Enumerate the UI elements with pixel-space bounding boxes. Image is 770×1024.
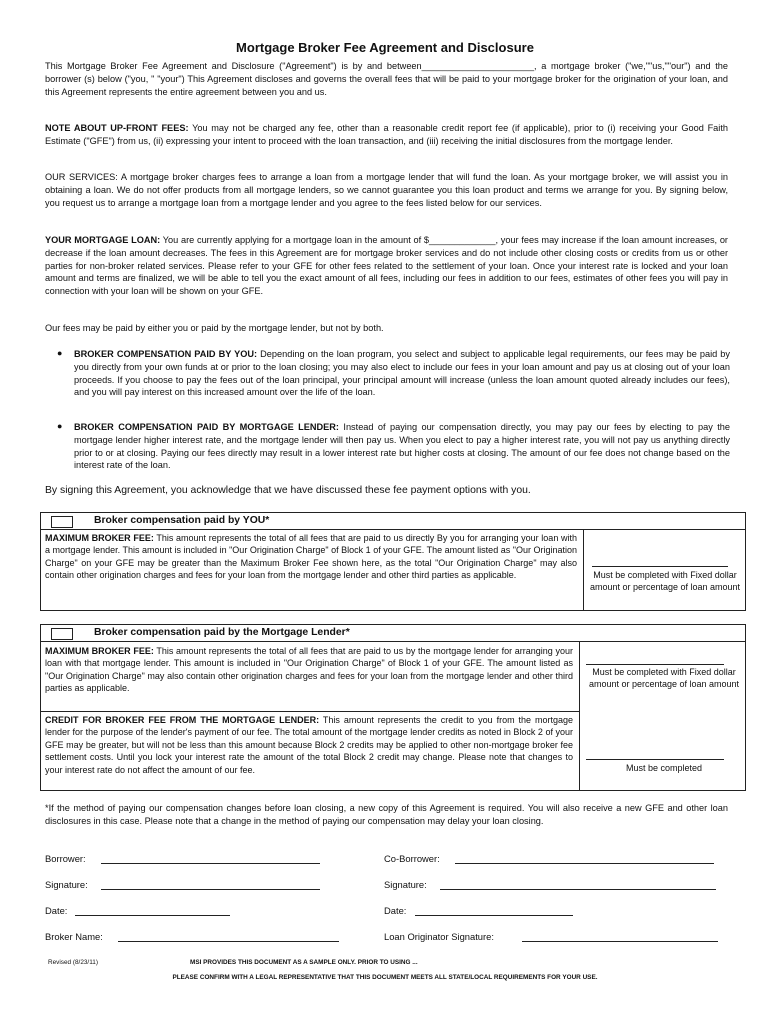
loan-originator-signature-field[interactable] xyxy=(522,941,718,942)
upfront-fees-paragraph xyxy=(45,122,728,148)
max-broker-fee-you-field[interactable] xyxy=(592,566,728,567)
footer-disclaimer-line1: MSI PROVIDES THIS DOCUMENT AS A SAMPLE ONLY. PRIOR TO USING ... xyxy=(190,959,418,966)
mortgage-loan-paragraph xyxy=(45,234,728,298)
max-broker-fee-you-text xyxy=(45,532,577,582)
section-header-label: Broker compensation paid by the Mortgage Lender* xyxy=(94,627,350,638)
signature-label: Signature: xyxy=(384,879,427,890)
upfront-fees-text: You may not be charged any fee, other than a reasonable credit report fee (if applicable), prior to (i) receiving your Good Faith Estimate ("GFE") from us, (ii) expressing your intent to proceed with the loan transaction, and (iii) receiving the initial disclosures from the mortgage lender. xyxy=(45,123,728,146)
max-broker-fee-label: MAXIMUM BROKER FEE: xyxy=(45,533,154,543)
broker-name-label: Broker Name: xyxy=(45,931,103,942)
signature-label: Signature: xyxy=(45,879,88,890)
bullet-paid-by-lender xyxy=(74,421,730,472)
bullet-text: Instead of paying our compensation directly, you may pay our fees by electing to pay the mortgage lender higher interest rate, and the mortgage lender will then pay us. When you elect to pay a higher interest rate, you will not pay us anything directly prior to or at closing. Paying our fees directly may result in a lower interest rate but higher costs at closing. The amount of our fee does not change based on the interest rate of the loan. xyxy=(74,422,730,471)
max-broker-fee-lender-field[interactable] xyxy=(586,664,724,665)
borrower-field[interactable] xyxy=(101,863,320,864)
max-broker-fee-desc: This amount represents the total of all fees that are paid to us by the mortgage lender for arranging your loan with that mortgage lender. This amount is included in "Our Origination Charge" of Block 1 of your GFE. The amount listed as "Our Origination Charge" may also contain other origination charges and fees for your loan from the mortgage lender and other third parties as applicable. xyxy=(45,646,573,694)
table-divider xyxy=(583,529,584,611)
loan-originator-signature-label: Loan Originator Signature: xyxy=(384,931,494,942)
lender-credit-label: CREDIT FOR BROKER FEE FROM THE MORTGAGE LENDER: xyxy=(45,715,320,725)
lender-credit-text xyxy=(45,714,573,776)
bullet-text: Depending on the loan program, you select and subject to applicable legal requirements, our fees may be paid by you directly from your own funds at or prior to the loan closing; you may also elect to include our fees in your loan amount and pay us at closing out of your loan proceeds. If you choose to pay the fees out of the loan principal, your principal amount will increase (unless the loan amount quoted already includes our fees), and you will pay interest on this increased amount over the life of the loan. xyxy=(74,349,731,398)
broker-name-field[interactable] xyxy=(118,941,339,942)
co-borrower-label: Co-Borrower: xyxy=(384,853,440,864)
max-broker-fee-desc: This amount represents the total of all fees that are paid to us directly By you for arranging your loan with a mortgage lender. This amount is included in "Our Origination Charge" of Block 1 of your GFE. The amount listed as "Our Origination Charge" on your GFE may be greater than the Maximum Broker Fee shown here, as the total "Our Origination Charge" may also contain other origination charges and fees for your loan from the mortgage lender and other third parties as applicable. xyxy=(45,533,577,581)
bullet-dot: ● xyxy=(57,421,63,431)
bullet-label: BROKER COMPENSATION PAID BY MORTGAGE LENDER: xyxy=(74,422,339,432)
max-broker-fee-lender-text xyxy=(45,645,573,695)
bullet-dot: ● xyxy=(57,348,63,358)
borrower-signature-field[interactable] xyxy=(101,889,320,890)
date-label: Date: xyxy=(45,905,68,916)
max-broker-fee-label: MAXIMUM BROKER FEE: xyxy=(45,646,154,656)
co-borrower-date-field[interactable] xyxy=(415,915,573,916)
section-header-label: Broker compensation paid by YOU* xyxy=(94,515,270,526)
table-row-divider xyxy=(40,711,579,712)
bullet-paid-by-you xyxy=(74,348,730,399)
must-complete-note: Must be completed with Fixed dollar amount or percentage of loan amount xyxy=(588,667,740,690)
paid-by-lender-checkbox[interactable] xyxy=(51,628,73,640)
change-note-paragraph: *If the method of paying our compensation changes before loan closing, a new copy of this Agreement is required. You will also receive a new GFE and other loan disclosures in this case. Please note that a change in the method of paying our compensation may delay your loan closing. xyxy=(45,803,728,826)
must-complete-note: Must be completed with Fixed dollar amount or percentage of loan amount xyxy=(589,570,741,593)
must-complete-note: Must be completed xyxy=(625,763,703,773)
paid-by-you-checkbox[interactable] xyxy=(51,516,73,528)
lender-credit-desc: This amount represents the credit to you from the mortgage lender for the purpose of the lender's payment of our fee. The total amount of the mortgage lender credits as noted in Block 2 of your GFE may be greater, but will not be less than this amount because Block 2 credits may be applied to other non-mortgage broker fee settlement costs. Until you lock your interest rate the amount of the total Block 2 credit may change. Please note that changes to your interest rate do not affect the amount of our fee. xyxy=(45,715,573,775)
section-paid-by-you-header xyxy=(40,512,746,530)
revised-date: Revised (8/23/11) xyxy=(48,959,98,966)
date-label: Date: xyxy=(384,905,407,916)
section-paid-by-lender-header xyxy=(40,624,746,642)
intro-paragraph: This Mortgage Broker Fee Agreement and Disclosure ("Agreement") is by and between______________________, a mortgage broker ("we,""us,""our") and the borrower (s) below ("you, " "your") This Agreement discloses and governs the overall fees that will be paid to your mortgage broker for the origination of your loan, and this Agreement represents the entire agreement between you and us. xyxy=(45,61,728,97)
upfront-fees-label: NOTE ABOUT UP-FRONT FEES: xyxy=(45,123,189,133)
fees-paid-by-paragraph: Our fees may be paid by either you or paid by the mortgage lender, but not by both. xyxy=(45,323,384,333)
our-services-paragraph: OUR SERVICES: A mortgage broker charges fees to arrange a loan from a mortgage lender that will fund the loan. As your mortgage broker, we will assist you in obtaining a loan. We do not offer products from all mortgage lenders, so we cannot guarantee you this loan product and terms we arrange for you. By signing below, you request us to arrange a mortgage loan from a mortgage lender and you agree to the fees listed below for our services. xyxy=(45,172,728,208)
acknowledgement-text: By signing this Agreement, you acknowledge that we have discussed these fee payment options with you. xyxy=(45,485,531,496)
mortgage-loan-text: You are currently applying for a mortgage loan in the amount of $_____________, your fees may increase if the loan amount increases, or decrease if the loan amount decreases. The fees in this Agreement are for mortgage broker services and do not include other closing costs or credits from us or other parties for non-broker related services. Please refer to your GFE for other fees related to the settlement of your loan. Once your interest rate is locked and your loan amount and terms are finalized, we will be able to tell you the exact amount of all fees, including our fees in addition to our fees, estimates of other fees you will pay in connection with your loan will be shown on your GFE. xyxy=(45,235,728,297)
co-borrower-field[interactable] xyxy=(455,863,714,864)
lender-credit-field[interactable] xyxy=(586,759,724,760)
table-divider xyxy=(579,641,580,791)
footer-disclaimer-line2: PLEASE CONFIRM WITH A LEGAL REPRESENTATIVE THAT THIS DOCUMENT MEETS ALL STATE/LOCAL REQUIREMENTS FOR YOUR USE. xyxy=(172,974,598,981)
document-title: Mortgage Broker Fee Agreement and Disclosure xyxy=(236,40,534,55)
mortgage-loan-label: YOUR MORTGAGE LOAN: xyxy=(45,235,161,245)
bullet-label: BROKER COMPENSATION PAID BY YOU: xyxy=(74,349,258,359)
co-borrower-signature-field[interactable] xyxy=(440,889,716,890)
borrower-label: Borrower: xyxy=(45,853,86,864)
borrower-date-field[interactable] xyxy=(75,915,230,916)
